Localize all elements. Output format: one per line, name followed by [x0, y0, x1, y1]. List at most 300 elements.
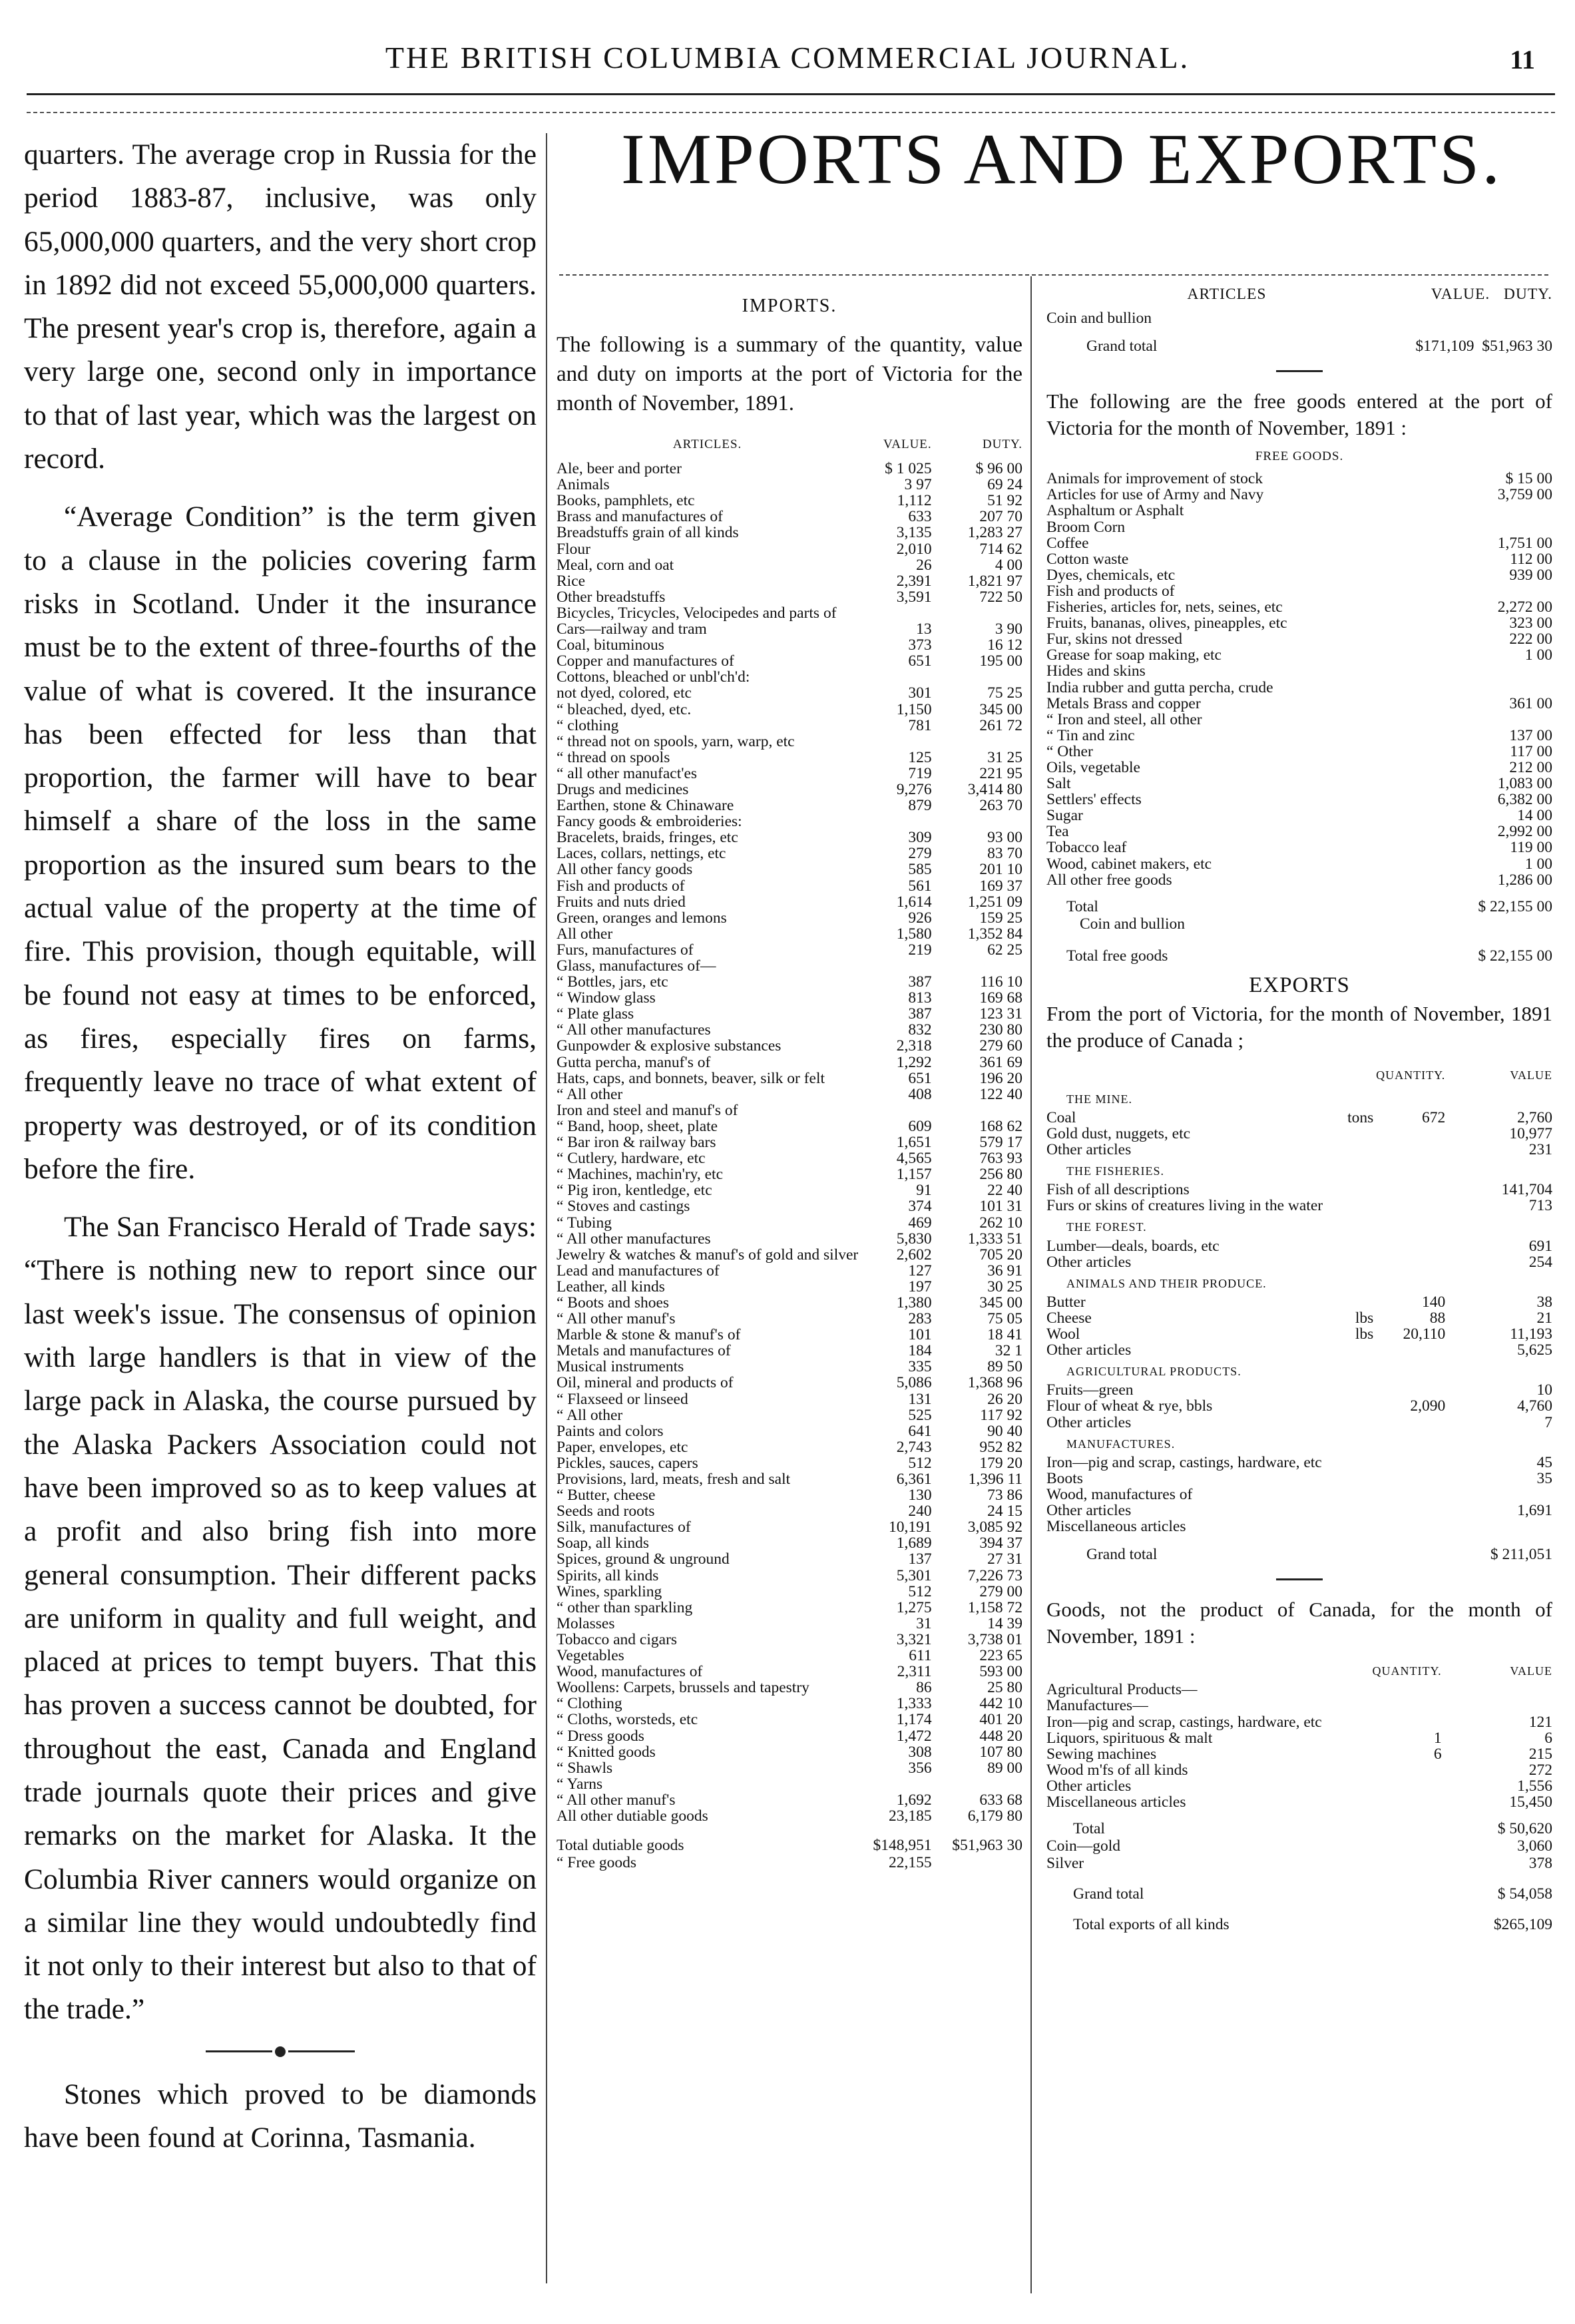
- exports-row: [1046, 1487, 1552, 1503]
- import-row: [557, 1375, 1022, 1391]
- article-cell: [1046, 1487, 1373, 1503]
- exports-table: [1046, 1062, 1552, 1563]
- article-cell: Sewing machines: [1046, 1745, 1157, 1762]
- duty-cell: [937, 734, 1022, 750]
- exports-group-heading-row: [1046, 1358, 1552, 1382]
- duty-cell: 107 80: [979, 1743, 1022, 1760]
- value-cell: 4,565: [896, 1150, 932, 1167]
- spacer-cell: [1369, 1810, 1448, 1837]
- article-cell: Grease for soap making, etc: [1046, 647, 1222, 664]
- exports-row: [1046, 1518, 1552, 1534]
- duty-cell: 89 50: [987, 1359, 1022, 1375]
- value-cell: 373: [908, 637, 932, 654]
- article-cell: “ Free goods: [557, 1853, 637, 1871]
- article-cell: Hats, caps, and bonnets, beaver, silk or felt: [557, 1070, 825, 1086]
- value-cell: 713: [1528, 1198, 1552, 1214]
- value-cell: [1417, 680, 1552, 696]
- article-label: Boots: [1046, 1470, 1083, 1487]
- article-cell: [1046, 1326, 1373, 1342]
- quantity-cell: 6: [1433, 1745, 1442, 1762]
- duty-cell: 1,251 09: [967, 893, 1022, 910]
- page-number: 11: [1510, 45, 1535, 75]
- import-row: [557, 621, 1022, 637]
- article-label: Other articles: [1046, 1342, 1132, 1359]
- article-cell: Vegetables: [557, 1648, 624, 1664]
- free-goods-row: [1046, 760, 1552, 776]
- import-row: [557, 878, 1022, 894]
- article-cell: “ Other: [1046, 743, 1093, 760]
- article-label: Coal: [1046, 1109, 1076, 1126]
- value-cell: 408: [908, 1086, 932, 1102]
- not-canada-silver-row: [1046, 1854, 1552, 1871]
- exports-row: [1046, 1415, 1552, 1431]
- value-cell: 1,692: [896, 1791, 932, 1808]
- import-row: [557, 990, 1022, 1006]
- value-cell: 2,272 00: [1497, 599, 1552, 616]
- import-row: [557, 1182, 1022, 1198]
- import-row: [557, 910, 1022, 926]
- group-heading: ANIMALS AND THEIR PRODUCE.: [1066, 1276, 1267, 1290]
- row-values: [1407, 326, 1552, 354]
- duty-cell: 69 24: [987, 477, 1022, 493]
- value-cell: 26: [916, 557, 932, 573]
- article-cell: [1046, 1455, 1373, 1471]
- value-cell: 3,060: [1517, 1837, 1552, 1855]
- article-cell: Coal, bituminous: [557, 637, 664, 654]
- article-cell: All other fancy goods: [557, 861, 693, 878]
- import-row: [557, 1439, 1022, 1455]
- quantity-cell: [1373, 1198, 1452, 1214]
- value-cell: 11,193: [1510, 1326, 1552, 1343]
- article-cell: Paper, envelopes, etc: [557, 1439, 688, 1455]
- import-row: [557, 974, 1022, 990]
- duty-cell: [937, 958, 1022, 974]
- duty-cell: 401 20: [979, 1712, 1022, 1728]
- value-cell: 651: [908, 1070, 932, 1086]
- exports-intro: From the port of Victoria, for the month of November, 1891 the produce of Canada ;: [1046, 1001, 1552, 1052]
- duty-cell: 262 10: [979, 1214, 1022, 1231]
- article-cell: Wood m'fs of all kinds: [1046, 1761, 1188, 1778]
- free-goods-heading: FREE GOODS.: [1255, 449, 1344, 464]
- duty-cell: 722 50: [979, 588, 1022, 605]
- value-cell: $ 22,155 00: [1478, 897, 1552, 915]
- article-cell: Metals and manufactures of: [557, 1343, 731, 1359]
- value-cell: $ 1 025: [885, 461, 932, 477]
- article-cell: [1046, 1238, 1373, 1254]
- article-cell: “ thread on spools: [557, 749, 670, 766]
- spacer-cell: [1452, 1086, 1552, 1110]
- article-label: Flour of wheat & rye, bbls: [1046, 1398, 1213, 1415]
- import-row: [557, 734, 1022, 750]
- import-row: [557, 525, 1022, 541]
- row-label: Grand total: [1086, 338, 1158, 355]
- article-cell: Fruits and nuts dried: [557, 893, 686, 910]
- import-row: [557, 1006, 1022, 1022]
- free-goods-row: [1046, 823, 1552, 839]
- article-label: Other articles: [1046, 1414, 1132, 1431]
- article-cell: Green, oranges and lemons: [557, 909, 727, 926]
- exports-group-heading-row: [1046, 1270, 1552, 1294]
- col-header-value: VALUE: [1510, 1664, 1552, 1678]
- value-cell: 512: [908, 1583, 932, 1600]
- exports-heading: EXPORTS: [1249, 973, 1350, 997]
- article-cell: [1046, 1142, 1373, 1158]
- article-cell: Gutta percha, manuf's of: [557, 1054, 711, 1070]
- article-cell: Breadstuffs grain of all kinds: [557, 525, 739, 541]
- article-cell: “ Window glass: [557, 990, 656, 1007]
- editorial-column: [24, 133, 537, 2160]
- value-cell: 2,760: [1517, 1109, 1552, 1126]
- duty-cell: 263 70: [979, 798, 1022, 814]
- not-canada-total-row: [1046, 1810, 1552, 1837]
- duty-cell: 117 92: [980, 1407, 1022, 1423]
- import-row: [557, 942, 1022, 958]
- import-row: [557, 573, 1022, 589]
- duty-cell: [937, 1853, 1022, 1871]
- spacer-cell: [1373, 1158, 1452, 1182]
- value-cell: 2,010: [896, 541, 932, 557]
- quantity-cell: [1369, 1714, 1448, 1730]
- import-row: [557, 1166, 1022, 1182]
- value-cell: 6: [1544, 1730, 1552, 1746]
- spacer-cell: [1373, 1431, 1452, 1455]
- value-cell: 813: [908, 990, 932, 1007]
- value-cell: 1 00: [1524, 855, 1552, 872]
- import-row: [557, 1551, 1022, 1567]
- article-cell: Silver: [1046, 1855, 1084, 1872]
- duty-cell: 763 93: [979, 1150, 1022, 1167]
- duty-cell: 1,352 84: [967, 925, 1022, 942]
- article-cell: Earthen, stone & Chinaware: [557, 798, 734, 814]
- duty-cell: 22 40: [987, 1182, 1022, 1199]
- free-goods-row: [1046, 776, 1552, 792]
- article-cell: Ale, beer and porter: [557, 461, 682, 477]
- exports-row: [1046, 1182, 1552, 1198]
- article-cell: Salt: [1046, 776, 1071, 792]
- ornament-divider: [24, 2037, 537, 2064]
- short-rule: [1276, 1578, 1323, 1580]
- import-row: [557, 637, 1022, 653]
- value-cell: 387: [908, 1006, 932, 1023]
- exports-row: [1046, 1382, 1552, 1398]
- article-cell: “ Cloths, worsteds, etc: [557, 1712, 698, 1728]
- value-cell: 101: [908, 1327, 932, 1343]
- duty-cell: 345 00: [979, 701, 1022, 718]
- article-cell: Iron—pig and scrap, castings, hardware, etc: [1046, 1714, 1322, 1730]
- article-cell: Liquors, spirituous & malt: [1046, 1730, 1213, 1746]
- article-cell: Other articles: [1046, 1777, 1132, 1794]
- exports-row: [1046, 1326, 1552, 1342]
- import-row: [557, 958, 1022, 974]
- not-canada-header-row: [1046, 1658, 1552, 1682]
- article-cell: Hides and skins: [1046, 663, 1146, 680]
- duty-cell: 223 65: [979, 1648, 1022, 1664]
- quantity-cell: [1373, 1518, 1452, 1534]
- article-cell: not dyed, colored, etc: [557, 685, 692, 702]
- not-canada-row: [1046, 1746, 1552, 1762]
- import-row: [557, 1150, 1022, 1166]
- import-row: [557, 1696, 1022, 1712]
- duty-cell: [937, 1102, 1022, 1118]
- free-goods-total-row: [1046, 888, 1552, 915]
- duty-cell: 1,283 27: [967, 525, 1022, 541]
- quantity-cell: [1373, 1455, 1452, 1471]
- article-cell: Bracelets, braids, fringes, etc: [557, 829, 738, 846]
- value-cell: 31: [916, 1615, 932, 1632]
- value-cell: 1,157: [896, 1166, 932, 1183]
- import-row: [557, 829, 1022, 845]
- spacer-cell: [1369, 1854, 1448, 1871]
- article-cell: “ Knitted goods: [557, 1743, 656, 1760]
- free-goods-row: [1046, 567, 1552, 583]
- import-row: [557, 1231, 1022, 1247]
- duty-cell: 75 05: [987, 1311, 1022, 1327]
- article-cell: “ All other manufactures: [557, 1022, 711, 1039]
- value-cell: 1,292: [896, 1054, 932, 1070]
- value-cell: [1452, 1487, 1552, 1503]
- value-cell: 1,556: [1517, 1777, 1552, 1794]
- duty-cell: 4 00: [995, 557, 1022, 573]
- import-row: [557, 1070, 1022, 1086]
- article-cell: “ Tubing: [557, 1214, 612, 1231]
- free-goods-row: [1046, 744, 1552, 760]
- duty-cell: 633 68: [979, 1791, 1022, 1808]
- duty-cell: [937, 605, 1022, 621]
- import-row: [557, 1648, 1022, 1664]
- value-cell: [1449, 1698, 1552, 1714]
- value-cell: 86: [916, 1680, 932, 1696]
- article-cell: “ Boots and shoes: [557, 1294, 670, 1311]
- value-cell: 939 00: [1509, 567, 1552, 583]
- value-cell: 222 00: [1509, 631, 1552, 648]
- value-cell: 5,830: [896, 1230, 932, 1247]
- article-cell: Metals Brass and copper: [1046, 695, 1201, 712]
- article-cell: “ Bar iron & railway bars: [557, 1134, 716, 1151]
- value-cell: $ 15 00: [1505, 471, 1552, 487]
- free-goods-row: [1046, 583, 1552, 599]
- import-row: [557, 766, 1022, 782]
- free-goods-row: [1046, 519, 1552, 535]
- duty-cell: 256 80: [979, 1166, 1022, 1183]
- paragraph-russia-crop: quarters. The average crop in Russia for the period 1883-87, inclusive, was only 65,000,000 quarters, and the very short crop in 1892 did not exceed 55,000,000 quarters. The present year's crop is, therefore, again a very large one, second only in importance to that of last year, which was the largest on record.: [24, 138, 537, 475]
- duty-cell: 6,179 80: [967, 1807, 1022, 1825]
- article-label: Other articles: [1046, 1502, 1132, 1519]
- quantity-cell: [1373, 1238, 1452, 1254]
- value-cell: 45: [1536, 1454, 1552, 1471]
- value-cell: 6,361: [896, 1471, 932, 1488]
- journal-title: THE BRITISH COLUMBIA COMMERCIAL JOURNAL.: [385, 41, 1190, 75]
- value-cell: [858, 958, 937, 974]
- free-goods-row: [1046, 615, 1552, 631]
- value-cell: 1,691: [1517, 1502, 1552, 1519]
- article-cell: Provisions, lard, meats, fresh and salt: [557, 1471, 791, 1488]
- import-row: [557, 493, 1022, 509]
- exports-row: [1046, 1126, 1552, 1142]
- article-cell: Wines, sparkling: [557, 1583, 662, 1600]
- article-cell: All other: [557, 925, 613, 942]
- value-cell: 231: [1528, 1142, 1552, 1158]
- col-header-duty: DUTY.: [1503, 286, 1552, 303]
- article-cell: Tobacco and cigars: [557, 1631, 678, 1648]
- article-cell: Cars—railway and tram: [557, 621, 707, 638]
- duty-cell: 168 62: [979, 1118, 1022, 1135]
- exports-row: [1046, 1471, 1552, 1487]
- duty-cell: 279 00: [979, 1583, 1022, 1600]
- value-cell: 361 00: [1509, 695, 1552, 712]
- value-cell: 301: [908, 685, 932, 702]
- import-row: [557, 1391, 1022, 1407]
- import-row: [557, 1776, 1022, 1792]
- article-cell: Musical instruments: [557, 1359, 684, 1375]
- value-cell: [1449, 1682, 1552, 1698]
- article-cell: Fisheries, articles for, nets, seines, etc: [1046, 599, 1283, 616]
- import-row: [557, 461, 1022, 477]
- duty-cell: $ 96 00: [975, 461, 1022, 477]
- duty-cell: 75 25: [987, 685, 1022, 702]
- not-canada-row: [1046, 1682, 1552, 1698]
- import-row: [557, 1134, 1022, 1150]
- value-cell: 1,751 00: [1497, 535, 1552, 551]
- duty-cell: 123 31: [979, 1006, 1022, 1023]
- value-cell: 525: [908, 1407, 932, 1423]
- import-row: [557, 1359, 1022, 1375]
- exports-header-row: [1046, 1062, 1552, 1086]
- spacer-cell: [1373, 1086, 1452, 1110]
- not-canada-row: [1046, 1778, 1552, 1794]
- not-canada-row: [1046, 1794, 1552, 1810]
- value-cell: 254: [1528, 1254, 1552, 1270]
- value-cell: 1,380: [896, 1294, 932, 1311]
- article-cell: Paints and colors: [557, 1423, 664, 1439]
- duty-cell: 51 92: [987, 493, 1022, 509]
- row-label: Coin and bullion: [1046, 310, 1152, 327]
- exports-row: [1046, 1294, 1552, 1310]
- import-row: [557, 1503, 1022, 1519]
- value-cell: 1,083 00: [1497, 776, 1552, 792]
- exports-group-heading-row: [1046, 1086, 1552, 1110]
- article-cell: Fish and products of: [557, 877, 685, 894]
- free-goods-row: [1046, 792, 1552, 808]
- article-cell: [1046, 1342, 1373, 1358]
- article-cell: Oil, mineral and products of: [557, 1375, 734, 1391]
- not-canada-intro: Goods, not the product of Canada, for the month of November, 1891 :: [1046, 1598, 1552, 1648]
- article-cell: “ Clothing: [557, 1696, 622, 1712]
- duty-cell: 25 80: [987, 1680, 1022, 1696]
- import-row: [557, 509, 1022, 525]
- import-row: [557, 1519, 1022, 1535]
- value-cell: 585: [908, 861, 932, 878]
- duty-cell: 30 25: [987, 1278, 1022, 1295]
- article-label: Cheese: [1046, 1309, 1092, 1327]
- article-cell: Gunpowder & explosive substances: [557, 1038, 782, 1054]
- value-cell: 21: [1536, 1309, 1552, 1327]
- duty-cell: 442 10: [979, 1696, 1022, 1712]
- import-row: [557, 653, 1022, 669]
- value-cell: 2,992 00: [1497, 823, 1552, 840]
- duty-cell: 32 1: [995, 1343, 1022, 1359]
- quantity-cell: [1369, 1682, 1448, 1698]
- exports-row: [1046, 1110, 1552, 1126]
- value-cell: 219: [908, 941, 932, 958]
- article-cell: Asphaltum or Asphalt: [1046, 503, 1184, 519]
- duty-cell: 201 10: [979, 861, 1022, 878]
- value-cell: 14 00: [1517, 808, 1552, 824]
- article-cell: Fur, skins not dressed: [1046, 631, 1183, 648]
- col-header-articles: ARTICLES.: [672, 437, 742, 451]
- article-cell: Furs, manufactures of: [557, 941, 694, 958]
- spacer-cell: [1373, 1534, 1452, 1562]
- import-row: [557, 1086, 1022, 1102]
- quantity-cell: [1373, 1182, 1452, 1198]
- duty-cell: 116 10: [980, 974, 1022, 991]
- article-cell: [1046, 1254, 1373, 1270]
- import-row: [557, 685, 1022, 701]
- import-total-row: [557, 1853, 1022, 1871]
- article-cell: “ Pig iron, kentledge, etc: [557, 1182, 712, 1199]
- quantity-cell: [1373, 1487, 1452, 1503]
- value-cell: 633: [908, 509, 932, 525]
- import-row: [557, 894, 1022, 910]
- article-cell: Settlers' effects: [1046, 792, 1142, 808]
- article-label: Other articles: [1046, 1254, 1132, 1270]
- value-cell: 272: [1528, 1761, 1552, 1778]
- summary-header-row: [1046, 286, 1552, 310]
- import-row: [557, 861, 1022, 877]
- duty-cell: 18 41: [987, 1327, 1022, 1343]
- article-cell: “ Band, hoop, sheet, plate: [557, 1118, 718, 1135]
- duty-cell: 705 20: [979, 1246, 1022, 1263]
- import-total-row: [557, 1824, 1022, 1853]
- import-row: [557, 1487, 1022, 1503]
- exports-row: [1046, 1238, 1552, 1254]
- value-cell: 719: [908, 765, 932, 782]
- article-cell: Tobacco leaf: [1046, 839, 1127, 856]
- column-rule: [546, 133, 547, 2283]
- free-goods-row: [1046, 856, 1552, 872]
- import-row: [557, 1664, 1022, 1680]
- import-row: [557, 1632, 1022, 1648]
- article-cell: Seeds and roots: [557, 1503, 655, 1520]
- duty-cell: 593 00: [979, 1664, 1022, 1680]
- article-cell: Rice: [557, 573, 586, 589]
- spacer-cell: [1452, 1431, 1552, 1455]
- value-cell: 5,301: [896, 1567, 932, 1584]
- imports-heading: IMPORTS.: [742, 296, 837, 316]
- quantity-cell: 1: [1433, 1730, 1442, 1746]
- article-cell: Spirits, all kinds: [557, 1567, 659, 1584]
- article-label: Gold dust, nuggets, etc: [1046, 1126, 1191, 1142]
- spacer-cell: [1373, 1358, 1452, 1382]
- value-cell: [858, 1776, 937, 1792]
- import-row: [557, 1327, 1022, 1343]
- not-canada-total-exports-row: [1046, 1902, 1552, 1933]
- import-row: [557, 1808, 1022, 1824]
- value-cell: 4,760: [1517, 1398, 1552, 1415]
- duty-cell: 579 17: [979, 1134, 1022, 1151]
- free-goods-coin-row: [1046, 915, 1552, 932]
- duty-cell: 1,333 51: [967, 1230, 1022, 1247]
- article-cell: Oils, vegetable: [1046, 759, 1140, 776]
- article-label: Fruits—green: [1046, 1382, 1134, 1399]
- article-cell: “ Dress goods: [557, 1728, 644, 1744]
- value-cell: 119 00: [1510, 839, 1552, 856]
- article-cell: All other free goods: [1046, 871, 1172, 888]
- spacer-cell: [1452, 1158, 1552, 1182]
- duty-cell: 83 70: [987, 845, 1022, 862]
- value-cell: $ 50,620: [1497, 1820, 1552, 1837]
- article-cell: [1046, 1126, 1373, 1142]
- import-row: [557, 1263, 1022, 1279]
